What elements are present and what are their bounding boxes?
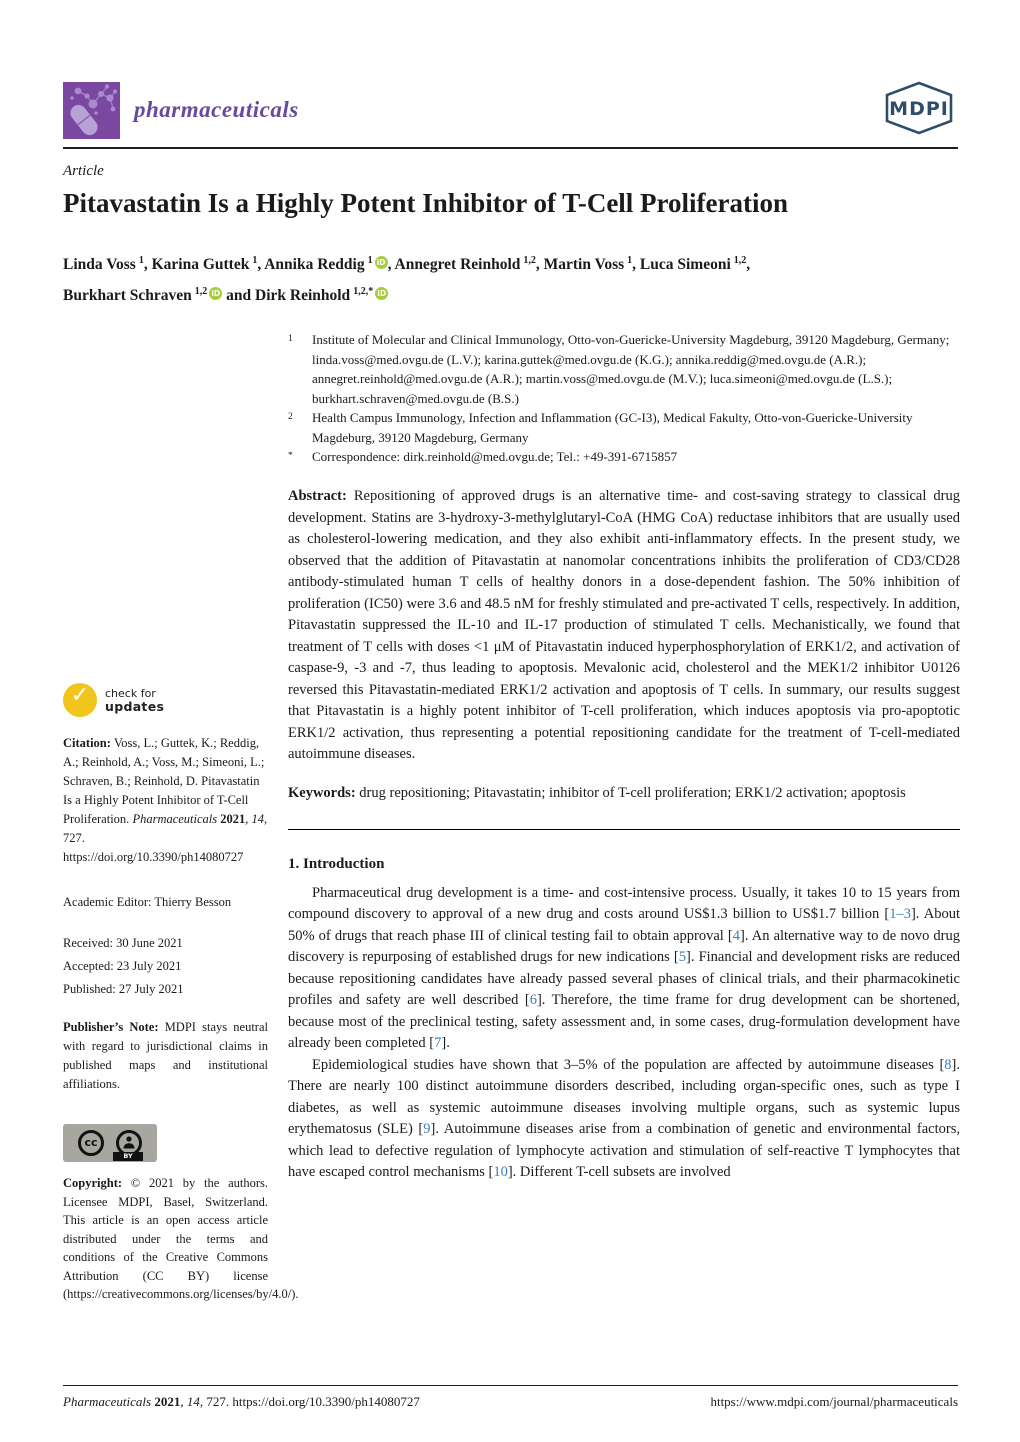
body-text: ]. Therefore, the time frame for drug development can be shortened, because most of the preclinical testing, safety assessment and, in some cases, drug-formulation development have already been completed [ <box>288 992 960 1051</box>
publishers-note: Publisher’s Note: MDPI stays neutral with regard to jurisdictional claims in published maps and institutional affiliations. <box>63 1020 268 1091</box>
published-date: Published: 27 July 2021 <box>63 982 184 996</box>
journal-logo <box>63 82 299 139</box>
affiliation: $^1$ Institute of Molecular and Clinical Immunology, Otto-von-Guericke-University Magdeburg, 39120 Magdeburg, Germany; linda.voss@med.ovgu.de (L.V.); karina.guttek@med.ovgu.de (K.G.); annika.reddig@med.ovgu.de (A.R.); annegret.reinhold@med.ovgu.de (A.R.); martin.voss@med.ovgu.de (M.V.); luca.simeoni@med.ovgu.de (L.S.); burkhart.schraven@med.ovgu.de (B.S.) <box>288 330 960 408</box>
author: Karina Guttek $^1$, <box>151 255 265 274</box>
copyright-block: Copyright: © 2021 by the authors. Licensee MDPI, Basel, Switzerland. This article is an open access article distributed under the terms and conditions of the Creative Commons Attribution (CC BY) license (https://creativecommons.org/licenses/by/4.0/). <box>63 1176 299 1301</box>
citation-block: Citation: Voss, L.; Guttek, K.; Reddig, A.; Reinhold, A.; Voss, M.; Simeoni, L.; Schraven, B.; Reinhold, D. Pitavastatin Is a Highly Potent Inhibitor of T-Cell Proliferation. Pharmaceuticals 2021, 14, 727. https://doi.org/10.3390/ph14080727 <box>63 736 268 864</box>
body-text: Pharmaceutical drug development is a time- and cost-intensive process. Usually, it takes 10 to 15 years from compound discovery to approval of a new drug and costs around US$1.3 billion to US$1.7 billion [ <box>288 884 960 922</box>
page-header <box>63 80 958 140</box>
citation-ref[interactable]: 4 <box>732 927 741 944</box>
abstract: Abstract: Repositioning of approved drugs is an alternative time- and cost-saving strategy to classical drug development. Statins are 3-hydroxy-3-methylglutaryl-CoA (HMG CoA) reductase inhibitors that are usually used as cholesterol-lowering medication, and they also exhibit anti-inflammatory effects. In the present study, we observed that the addition of Pitavastatin at nanomolar concentrations inhibits the proliferation of CD3/CD28 antibody-stimulated human T cells of healthy donors in a dose-dependent fashion. The 50% inhibition of proliferation (IC50) were 3.6 and 48.5 nM for freshly stimulated and pre-activated T cells, respectively. In addition, Pitavastatin suppressed the IL-10 and IL-17 production of stimulated T cells. Mechanistically, we found that treatment of T cells with doses <1 μM of Pitavastatin induced hyperphosphorylation of ERK1/2, and activation of caspase-9, -3 and -7, thus leading to apoptosis. Mevalonic acid, cholesterol and the MEK1/2 inhibitor U0126 reversed this Pitavastatin-mediated ERK1/2 activation and apoptosis of T cells. In summary, our results suggest that Pitavastatin is a highly potent inhibitor of T-cell proliferation, which induces apoptosis via pro-apoptotic ERK1/2 activation, thus representing a potential repositioning candidate for the treatment of T-cell-mediated autoimmune diseases. <box>288 488 960 762</box>
affiliation: $^2$ Health Campus Immunology, Infection and Inflammation (GC-I3), Medical Fakulty, Otto-von-Guericke-University Magdeburg, 39120 Magdeburg, Germany <box>288 408 960 447</box>
cc-icon: cc <box>78 1130 104 1156</box>
badge-line1: check for <box>105 687 156 700</box>
affiliation-text: Institute of Molecular and Clinical Immunology, Otto-von-Guericke-University Magdeburg, 39120 Magdeburg, Germany; linda.voss@med.ovgu.de (L.V.); karina.guttek@med.ovgu.de (K.G.); annika.reddig@med.ovgu.de (A.R.); annegret.reinhold@med.ovgu.de (A.R.); martin.voss@med.ovgu.de (M.V.); luca.simeoni@med.ovgu.de (L.S.); burkhart.schraven@med.ovgu.de (B.S.) <box>312 332 950 406</box>
received-date: Received: 30 June 2021 <box>63 936 183 950</box>
citation-ref[interactable]: 1–3 <box>889 906 911 922</box>
keywords: Keywords: drug repositioning; Pitavastatin; inhibitor of T-cell proliferation; ERK1/2 activation; apoptosis <box>288 784 906 801</box>
pill-molecule-icon <box>63 82 120 139</box>
body-text: ]. There are nearly 100 distinct autoimmune disorders described, including organ-specific ones, such as type I diabetes, as well as systemic autoimmune diseases involving multiple organs, such as systemic lupus erythematosus (SLE) [ <box>288 1056 960 1137</box>
author: Annegret Reinhold $^{1,2}$, <box>394 255 544 274</box>
section-divider <box>288 829 960 830</box>
body-text: ]. Different T-cell subsets are involved <box>507 1164 731 1180</box>
citation-ref[interactable]: 10 <box>493 1164 508 1180</box>
header-divider <box>63 147 958 149</box>
body-text: ]. About 50% of drugs that reach phase III of clinical testing fail to obtain approval [ <box>288 906 960 944</box>
affiliations <box>288 330 960 469</box>
journal-name: pharmaceuticals <box>134 97 299 122</box>
badge-line2: updates <box>105 699 165 714</box>
affiliation-text: Health Campus Immunology, Infection and Inflammation (GC-I3), Medical Fakulty, Otto-von-Guericke-University Magdeburg, 39120 Magdeburg, Germany <box>312 410 913 445</box>
author-list <box>63 247 958 309</box>
svg-text:MDPI: MDPI <box>889 97 949 120</box>
body-text: ]. Autoimmune diseases arise from a combination of genetic and environmental factors, which lead to defective regulation of lymphocyte activation and stimulation of self-reactive T lymphocytes that have escaped control mechanisms [ <box>288 1121 960 1180</box>
article-type-label: Article <box>63 163 104 179</box>
author: Luca Simeoni $^{1,2}$, <box>639 255 751 274</box>
abstract-label: Abstract: <box>288 488 347 504</box>
intro-paragraph-1 <box>288 883 960 1055</box>
citation-ref[interactable]: 6 <box>529 992 537 1008</box>
page-footer <box>63 1394 958 1410</box>
checkmark-icon: ✓ <box>63 683 97 717</box>
pharmaceuticals-logo-icon <box>63 82 120 139</box>
citation-ref[interactable]: 9 <box>423 1121 431 1137</box>
author: Linda Voss $^1$, <box>63 255 152 274</box>
cc-by-license-badge[interactable] <box>63 1124 157 1162</box>
page-title: Pitavastatin Is a Highly Potent Inhibitor of T-Cell Proliferation <box>63 188 789 218</box>
section-heading: 1. Introduction <box>288 856 385 872</box>
body-text: ]. Financial and development risks are reduced because repositioning candidates have already passed several phases of clinical trials, and their pharmacokinetic profiles and safety are well described [ <box>288 949 961 1008</box>
by-label: BY <box>113 1152 143 1161</box>
author: Martin Voss $^1$, <box>543 255 640 274</box>
correspondence: * Correspondence: dirk.reinhold@med.ovgu.de; Tel.: +49-391-6715857 <box>288 447 960 469</box>
left-sidebar <box>63 683 299 1304</box>
dates-block <box>63 932 268 1001</box>
orcid-icon[interactable]: iD <box>375 256 388 269</box>
correspondence-text: Correspondence: dirk.reinhold@med.ovgu.de; Tel.: +49-391-6715857 <box>312 449 678 464</box>
author: Burkhart Schraven $^{1,2}$ iD and <box>63 286 255 305</box>
footer-citation: Pharmaceuticals 2021, 14, 727. https://doi.org/10.3390/ph14080727 <box>63 1394 420 1409</box>
body-text: ]. <box>441 1035 450 1051</box>
footer-divider <box>63 1385 958 1386</box>
body-text: ]. An alternative way to de novo drug discovery is repurposing of established drugs for new indications [ <box>288 927 960 965</box>
mdpi-logo-icon <box>880 80 958 141</box>
main-column <box>288 486 960 1184</box>
orcid-icon[interactable]: iD <box>209 287 222 300</box>
academic-editor: Academic Editor: Thierry Besson <box>63 895 232 909</box>
accepted-date: Accepted: 23 July 2021 <box>63 959 182 973</box>
citation-ref[interactable]: 5 <box>678 949 686 965</box>
body-text: Epidemiological studies have shown that 3–5% of the population are affected by autoimmune diseases [ <box>312 1056 945 1073</box>
author: Annika Reddig $^1$ iD , <box>264 255 395 274</box>
footer-journal-url: https://www.mdpi.com/journal/pharmaceuticals <box>710 1394 958 1409</box>
orcid-icon[interactable]: iD <box>375 287 388 300</box>
citation-ref[interactable]: 7 <box>434 1035 442 1051</box>
author: Dirk Reinhold $^{1,2,*}$ iD <box>255 287 388 304</box>
citation-ref[interactable]: 8 <box>944 1056 952 1073</box>
intro-paragraph-2 <box>288 1055 960 1184</box>
keywords-label: Keywords: <box>288 784 356 801</box>
check-for-updates-badge[interactable] <box>63 683 268 717</box>
